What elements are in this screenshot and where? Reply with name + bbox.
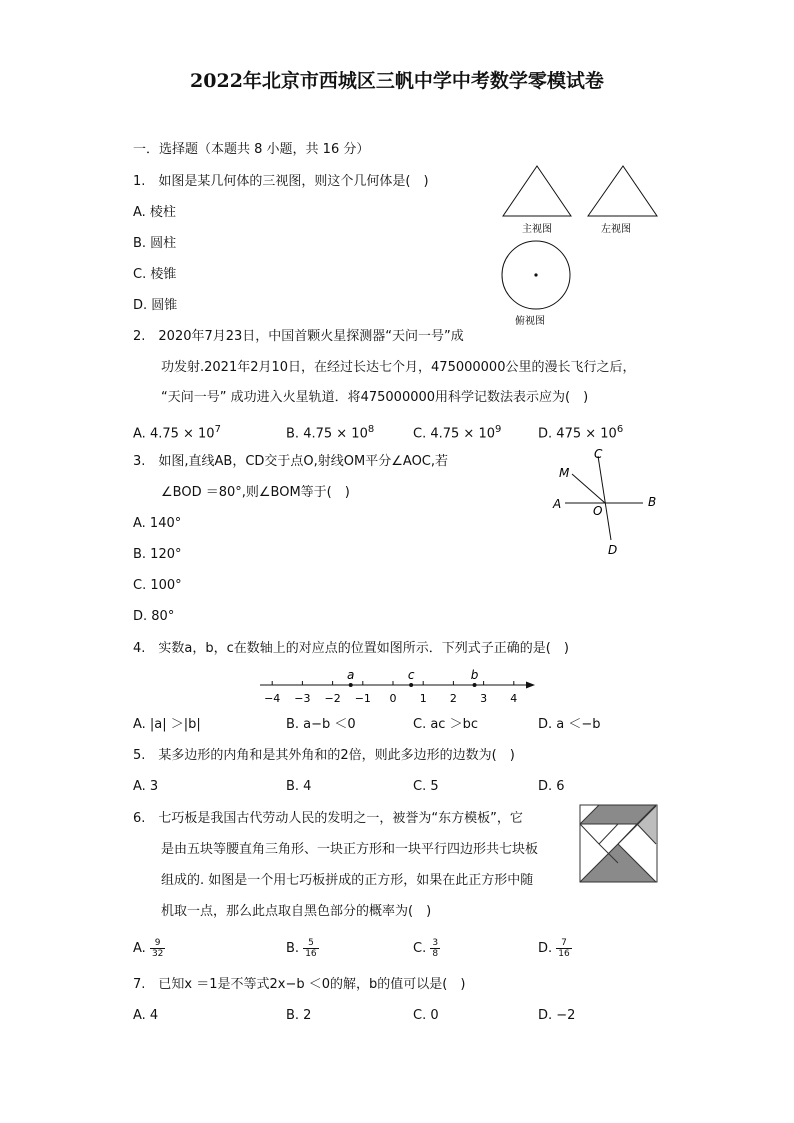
q4-option-d: D. a ＜−b — [538, 717, 601, 732]
number-line-tick-label: −2 — [324, 692, 341, 705]
q7-option-d: D. −2 — [538, 1008, 576, 1023]
q7-option-c: C. 0 — [413, 1008, 439, 1023]
q1-option-a: A. 棱柱 — [133, 205, 176, 220]
q6-option-b: B. $\frac{5}{16}$ — [286, 938, 317, 959]
q5-stem: 5. 某多边形的内角和是其外角和的2倍，则此多边形的边数为( ) — [133, 748, 515, 763]
left-view-label: 左视图 — [601, 224, 631, 235]
number-line-tick-label: 4 — [510, 692, 518, 705]
tangram-figure — [579, 804, 659, 884]
q6-line-1: 6. 七巧板是我国古代劳动人民的发明之一，被誉为“东方模板”，它 — [133, 811, 523, 826]
number-line-tick-label: 1 — [419, 692, 427, 705]
front-view-triangle — [503, 166, 571, 216]
q3-line-1: 3. 如图,直线AB，CD交于点O,射线OM平分∠AOC,若 — [133, 454, 449, 469]
q2-option-b: B. $4.75 \times 10^8$ — [286, 424, 375, 442]
q1-stem: 1. 如图是某几何体的三视图，则这个几何体是( ) — [133, 174, 429, 189]
q4-stem: 4. 实数a，b，c在数轴上的对应点的位置如图所示．下列式子正确的是( ) — [133, 641, 569, 656]
q1-option-d: D. 圆锥 — [133, 298, 178, 313]
number-line-figure — [255, 663, 545, 709]
number-line-point-label: c — [407, 668, 415, 682]
q6-line-2: 是由五块等腰直角三角形、一块正方形和一块平行四边形共七块板 — [161, 842, 539, 857]
number-line-tick-label: −1 — [354, 692, 371, 705]
angle-figure — [545, 444, 665, 562]
q5-option-c: C. 5 — [413, 779, 439, 794]
label-c: C — [594, 447, 603, 461]
q2-option-d: D. $475 \times 10^6$ — [538, 424, 624, 442]
label-d: D — [608, 543, 618, 557]
label-b: B — [648, 495, 657, 509]
front-view-label: 主视图 — [522, 224, 552, 235]
q6-option-a: A. $\frac{9}{32}$ — [133, 938, 164, 959]
q2-option-c: C. $4.75 \times 10^9$ — [413, 424, 502, 442]
q5-option-a: A. 3 — [133, 779, 159, 794]
top-view-label: 俯视图 — [515, 316, 545, 327]
number-line-points — [347, 668, 479, 687]
q2-line-2: 功发射.2021年2月10日，在经过长达七个月，475000000公里的漫长飞行之后， — [161, 360, 636, 375]
top-view-center-dot — [534, 273, 537, 276]
ray-om — [572, 474, 605, 503]
q6-option-c: C. $\frac{3}{8}$ — [413, 938, 439, 959]
number-line-point-c — [409, 683, 413, 687]
q7-option-a: A. 4 — [133, 1008, 159, 1023]
three-views-figure — [495, 160, 670, 332]
q3-option-b: B. 120° — [133, 547, 182, 562]
tangram-line — [580, 824, 599, 844]
number-line-tick-label: 0 — [389, 692, 397, 705]
q3-option-c: C. 100° — [133, 578, 182, 593]
q6-line-4: 机取一点，那么此点取自黑色部分的概率为( ) — [161, 904, 432, 919]
q2-line-3: “天问一号” 成功进入火星轨道．将475000000用科学记数法表示应为( ) — [161, 390, 589, 405]
number-line-point-b — [473, 683, 477, 687]
q2-option-a: A. $4.75 \times 10^7$ — [133, 424, 221, 442]
label-a: A — [553, 497, 562, 511]
number-line-point-a — [349, 683, 353, 687]
q1-option-b: B. 圆柱 — [133, 236, 177, 251]
number-line-tick-label: 3 — [480, 692, 488, 705]
number-line-tick-label: −3 — [294, 692, 311, 705]
q3-line-2: ∠BOD ＝80°,则∠BOM等于( ) — [161, 485, 350, 500]
number-line-arrow — [526, 682, 535, 689]
q7-option-b: B. 2 — [286, 1008, 312, 1023]
q5-option-d: D. 6 — [538, 779, 565, 794]
q3-option-a: A. 140° — [133, 516, 182, 531]
left-view-triangle — [588, 166, 657, 216]
label-o: O — [593, 504, 603, 518]
q4-option-c: C. ac ＞bc — [413, 717, 478, 732]
q2-line-1: 2. 2020年7月23日，中国首颗火星探测器“天问一号”成 — [133, 329, 464, 344]
number-line-tick-label: 2 — [449, 692, 457, 705]
q1-option-c: C. 棱锥 — [133, 267, 177, 282]
number-line-tick-label: −4 — [264, 692, 281, 705]
q3-option-d: D. 80° — [133, 609, 175, 624]
q4-option-a: A. |a| ＞|b| — [133, 717, 201, 732]
tangram-line — [599, 824, 618, 844]
q4-option-b: B. a−b ＜0 — [286, 717, 356, 732]
q7-stem: 7. 已知x ＝1是不等式2x−b ＜0的解，b的值可以是( ) — [133, 977, 466, 992]
page-title: 2022年北京市西城区三帆中学中考数学零模试卷 — [190, 70, 604, 92]
section-heading: 一．选择题（本题共 8 小题，共 16 分） — [133, 142, 370, 157]
number-line-point-label: b — [470, 668, 479, 682]
label-m: M — [559, 466, 570, 480]
q5-option-b: B. 4 — [286, 779, 312, 794]
q6-line-3: 组成的. 如图是一个用七巧板拼成的正方形，如果在此正方形中随 — [161, 873, 534, 888]
number-line-point-label: a — [347, 668, 355, 682]
q6-option-d: D. $\frac{7}{16}$ — [538, 938, 570, 959]
